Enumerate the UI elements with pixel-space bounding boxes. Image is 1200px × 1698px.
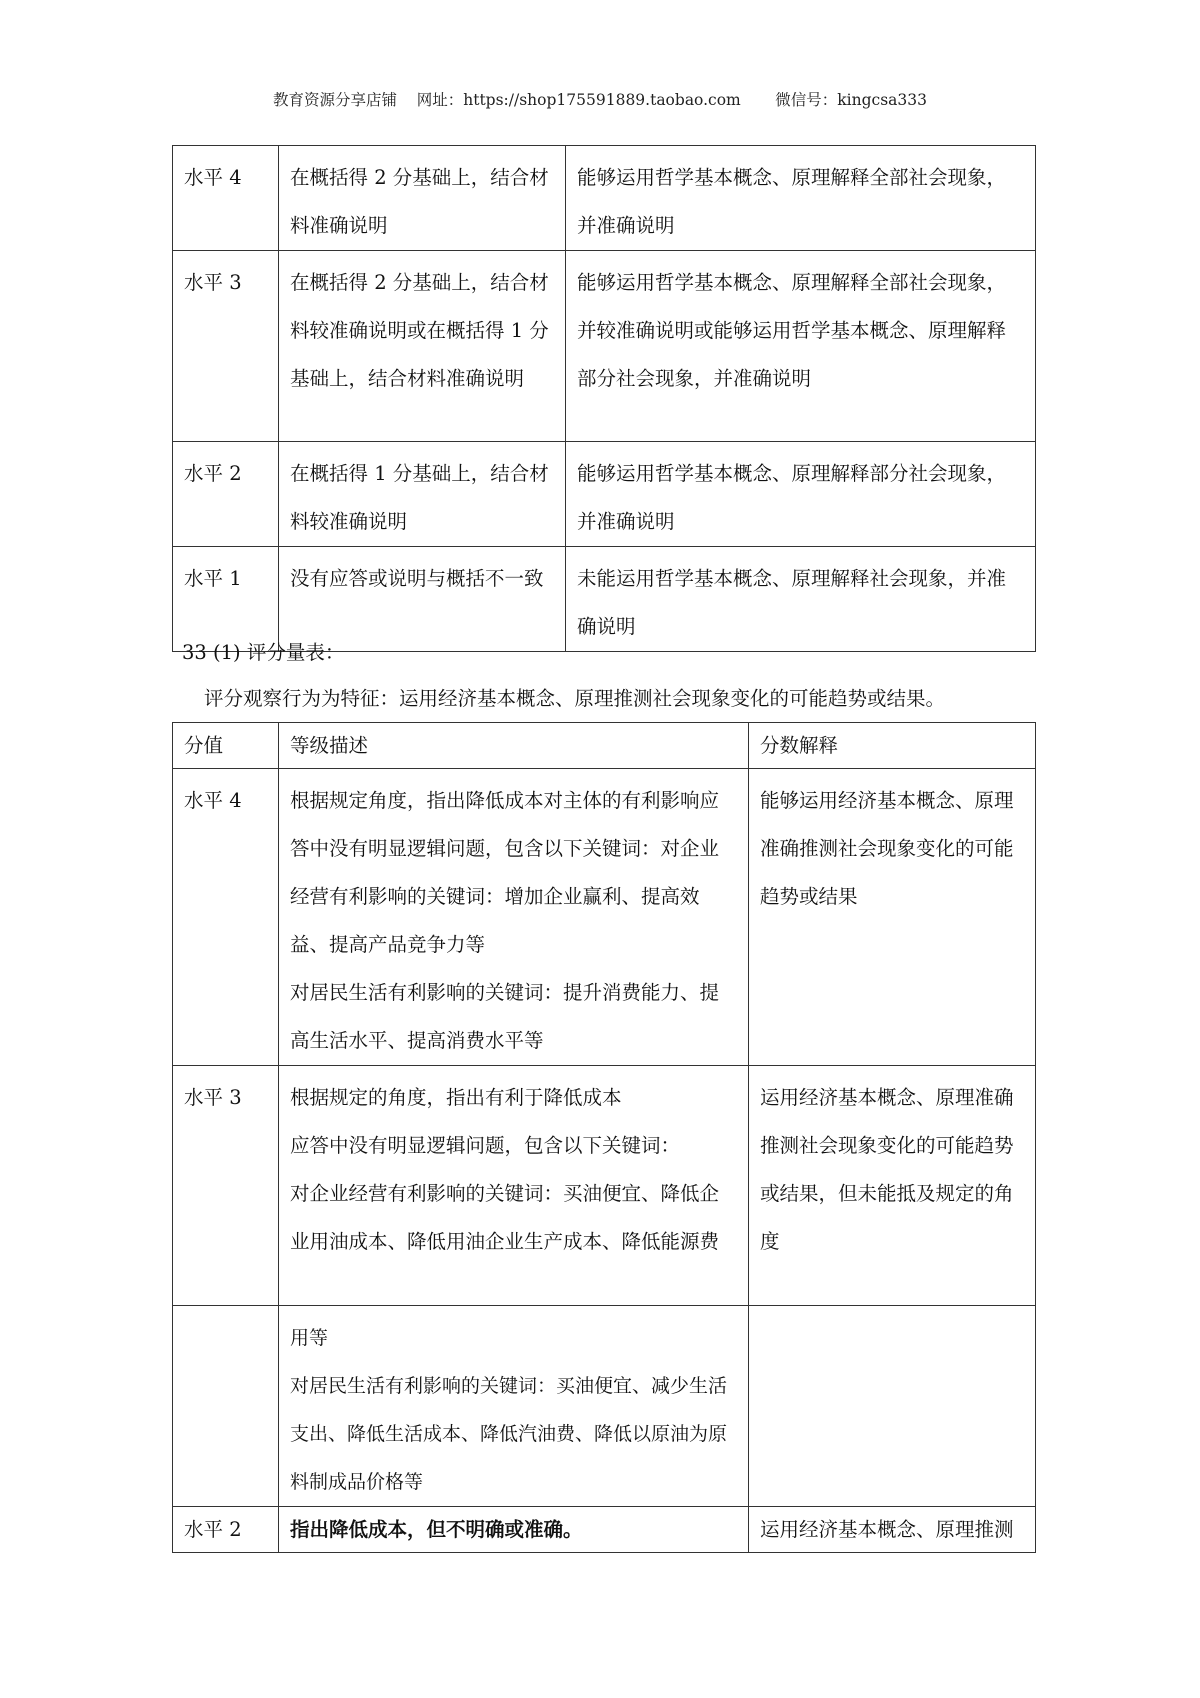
level-cell-empty [173, 1306, 279, 1507]
table-header-row [173, 723, 1036, 769]
desc-cell [279, 1066, 749, 1306]
explain-cell: 能够运用哲学基本概念、原理解释部分社会现象，并准确说明 [566, 442, 1036, 547]
desc-part: 对居民生活有利影响的关键词：买油便宜、减少生活支出、降低生活成本、降低汽油费、降低以原油为原料制成品价格等 [290, 1375, 728, 1493]
explain-cell: 能够运用哲学基本概念、原理解释全部社会现象，并准确说明 [566, 146, 1036, 251]
desc-cell: 没有应答或说明与概括不一致 [279, 547, 566, 652]
desc-cell [279, 769, 749, 1066]
header-url: 网址：https://shop175591889.taobao.com [416, 91, 741, 109]
table-row [173, 769, 1036, 1066]
header-level: 分值 [173, 723, 279, 769]
header-explain: 分数解释 [749, 723, 1036, 769]
explain-cell: 运用经济基本概念、原理推测 [749, 1507, 1036, 1553]
table-row [173, 146, 1036, 251]
table-row [173, 442, 1036, 547]
explain-cell: 能够运用经济基本概念、原理准确推测社会现象变化的可能趋势或结果 [749, 769, 1036, 1066]
explain-cell-empty [749, 1306, 1036, 1507]
section-title: 33 (1) 评分量表： [182, 641, 345, 664]
desc-part: 对企业经营有利影响的关键词：买油便宜、降低企业用油成本、降低用油企业生产成本、降低能源费 [290, 1182, 720, 1253]
desc-cell [279, 1306, 749, 1507]
table-philosophy-levels [172, 145, 1036, 652]
table-economics-levels [172, 722, 1036, 1553]
level-cell: 水平 3 [173, 251, 279, 442]
desc-part: 根据规定角度，指出降低成本对主体的有利影响应答中没有明显逻辑问题，包含以下关键词：对企业经营有利影响的关键词：增加企业赢利、提高效益、提高产品竞争力等 [290, 789, 720, 956]
explain-cell: 运用经济基本概念、原理准确推测社会现象变化的可能趋势或结果，但未能抵及规定的角度 [749, 1066, 1036, 1306]
desc-cell: 指出降低成本，但不明确或准确。 [279, 1507, 749, 1553]
desc-part: 用等 [290, 1327, 329, 1349]
header-shop: 教育资源分享店铺 [273, 91, 398, 109]
level-cell: 水平 4 [173, 146, 279, 251]
level-cell: 水平 3 [173, 1066, 279, 1306]
desc-part: 对居民生活有利影响的关键词：提升消费能力、提高生活水平、提高消费水平等 [290, 981, 720, 1052]
level-cell: 水平 2 [173, 442, 279, 547]
table-row [173, 1306, 1036, 1507]
section-feature: 评分观察行为为特征：运用经济基本概念、原理推测社会现象变化的可能趋势或结果。 [204, 687, 946, 710]
page-header [0, 88, 1200, 110]
explain-cell: 能够运用哲学基本概念、原理解释全部社会现象，并较准确说明或能够运用哲学基本概念、原理解释部分社会现象，并准确说明 [566, 251, 1036, 442]
header-wechat: 微信号：kingcsa333 [775, 91, 927, 109]
table-row [173, 547, 1036, 652]
explain-cell: 未能运用哲学基本概念、原理解释社会现象，并准确说明 [566, 547, 1036, 652]
table-row [173, 1066, 1036, 1306]
desc-part: 根据规定的角度，指出有利于降低成本 [290, 1086, 622, 1109]
header-desc: 等级描述 [279, 723, 749, 769]
desc-cell: 在概括得 2 分基础上，结合材料准确说明 [279, 146, 566, 251]
level-cell: 水平 2 [173, 1507, 279, 1553]
level-cell: 水平 1 [173, 547, 279, 652]
desc-part: 应答中没有明显逻辑问题，包含以下关键词： [290, 1134, 681, 1157]
table-row [173, 251, 1036, 442]
level-cell: 水平 4 [173, 769, 279, 1066]
desc-cell: 在概括得 1 分基础上，结合材料较准确说明 [279, 442, 566, 547]
table-row [173, 1507, 1036, 1553]
desc-cell: 在概括得 2 分基础上，结合材料较准确说明或在概括得 1 分基础上，结合材料准确说明 [279, 251, 566, 442]
